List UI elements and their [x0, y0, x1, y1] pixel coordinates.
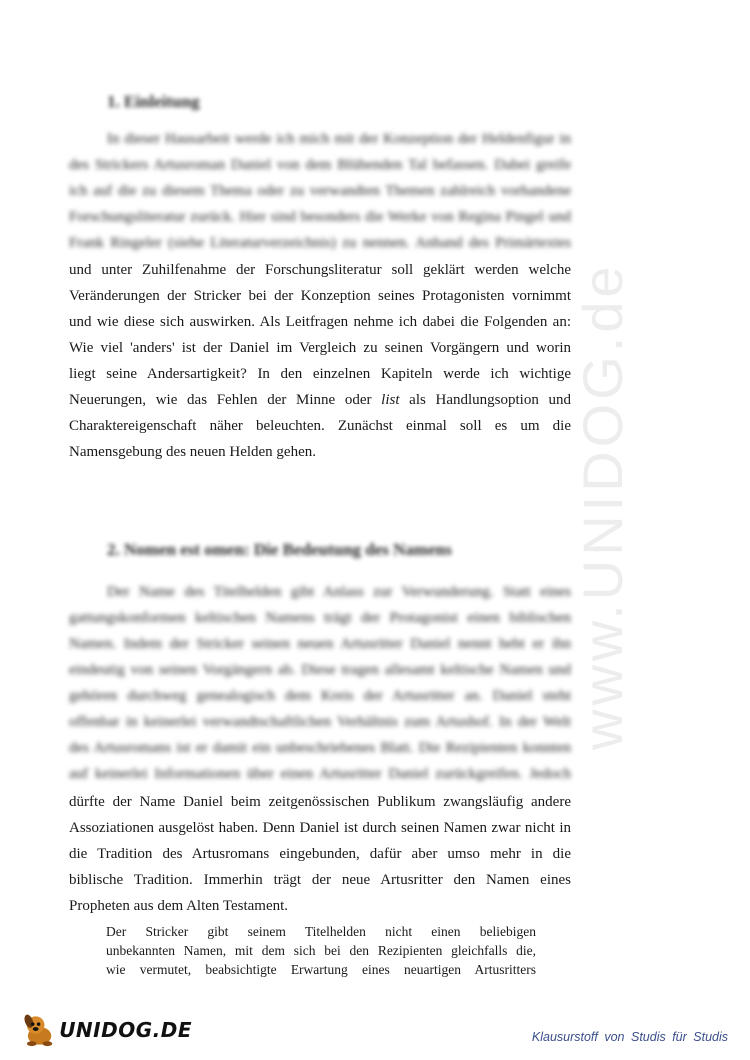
paragraph-line: offenbar in keinerlei verwandtschaftlichen Verhältnis zum Artushof. In der Welt — [69, 714, 571, 730]
footer-tagline: Klausurstoff von Studis für Studis — [531, 1030, 728, 1044]
paragraph-line: Der Name des Titelhelden gibt Anlass zur Verwunderung. Statt eines — [107, 584, 571, 600]
paragraph-line: liegt seine Andersartigkeit? In den einzelnen Kapiteln werde ich wichtige — [69, 366, 571, 382]
block-quote-line: wie vermutet, beabsichtigte Erwartung eines neuartigen Artusritters — [106, 962, 536, 977]
paragraph-line: Frank Ringeler (siehe Literaturverzeichnis) zu nennen. Anhand des Primärtextes — [69, 235, 571, 251]
paragraph-line: ich auf die zu diesem Thema oder zu verwandten Themen zahlreich vorhandene — [69, 183, 571, 199]
paragraph-line: Forschungsliteratur zurück. Hier sind besonders die Werke von Regina Pingel und — [69, 209, 571, 225]
paragraph-line: auf keinerlei Informationen über einen Artusritter Daniel zurückgreifen. Jedoch — [69, 766, 571, 782]
paragraph-line: Namen. Indem der Stricker seinen neuen Artusritter Daniel nennt hebt er ihn — [69, 636, 571, 652]
paragraph-line: Charaktereigenschaft näher beleuchten. Zunächst einmal soll es um die — [69, 418, 571, 434]
dog-mascot-icon — [22, 1012, 55, 1048]
paragraph-line: Wie viel 'anders' ist der Daniel im Vergleich zu seinen Vorgängern und worin — [69, 340, 571, 356]
paragraph-line: eindeutig von seinen Vorgängern ab. Diese tragen allesamt keltische Namen und — [69, 662, 571, 678]
watermark: www.UNIDOG.de — [571, 262, 634, 750]
block-quote-line: unbekannten Namen, mit dem sich bei den Rezipienten gleichfalls die, — [106, 943, 536, 958]
paragraph-line: Propheten aus dem Alten Testament. — [69, 898, 289, 914]
paragraph-line: des Strickers Artusroman Daniel von dem Blühenden Tal befassen. Dabei greife — [69, 157, 571, 173]
paragraph-line: die Tradition des Artusromans eingebunden, dafür aber umso mehr in die — [69, 846, 571, 862]
paragraph-line: Assoziationen ausgelöst haben. Denn Daniel ist durch seinen Namen zwar nicht in — [69, 820, 571, 836]
paragraph-line: des Artusromans ist er damit ein unbeschriebenes Blatt. Die Rezipienten konnten — [69, 740, 571, 756]
unidog-logo[interactable] — [22, 1012, 192, 1048]
paragraph-line: Neuerungen, wie das Fehlen der Minne oder list als Handlungsoption und — [69, 392, 572, 408]
paragraph-line: biblische Tradition. Immerhin trägt der neue Artusritter den Namen eines — [69, 872, 571, 888]
paragraph-line: Veränderungen der Stricker bei der Konzeption seines Protagonisten vornimmt — [69, 288, 571, 304]
paragraph-line: gehören durchweg genealogisch dem Kreis der Artusritter an. Daniel steht — [69, 688, 571, 704]
paragraph-line: und wie diese sich auswirken. Als Leitfragen nehme ich dabei die Folgenden an: — [69, 314, 571, 330]
logo-text: UNIDOG.DE — [59, 1018, 192, 1042]
paragraph-line: gattungskonformen keltischen Namens trägt der Protagonist einen biblischen — [69, 610, 571, 626]
paragraph-line: und unter Zuhilfenahme der Forschungsliteratur soll geklärt werden welche — [69, 262, 571, 278]
paragraph-line: Namensgebung des neuen Helden gehen. — [69, 444, 317, 460]
section-heading-2: 2. Nomen est omen: Die Bedeutung des Namens — [107, 540, 452, 559]
paragraph-line: dürfte der Name Daniel beim zeitgenössischen Publikum zwangsläufig andere — [69, 794, 571, 810]
paragraph-line: In dieser Hausarbeit werde ich mich mit der Konzeption der Heldenfigur in — [107, 131, 571, 147]
block-quote-line: Der Stricker gibt seinem Titelhelden nicht einen beliebigen — [106, 924, 536, 939]
section-heading-1: 1. Einleitung — [107, 92, 200, 111]
